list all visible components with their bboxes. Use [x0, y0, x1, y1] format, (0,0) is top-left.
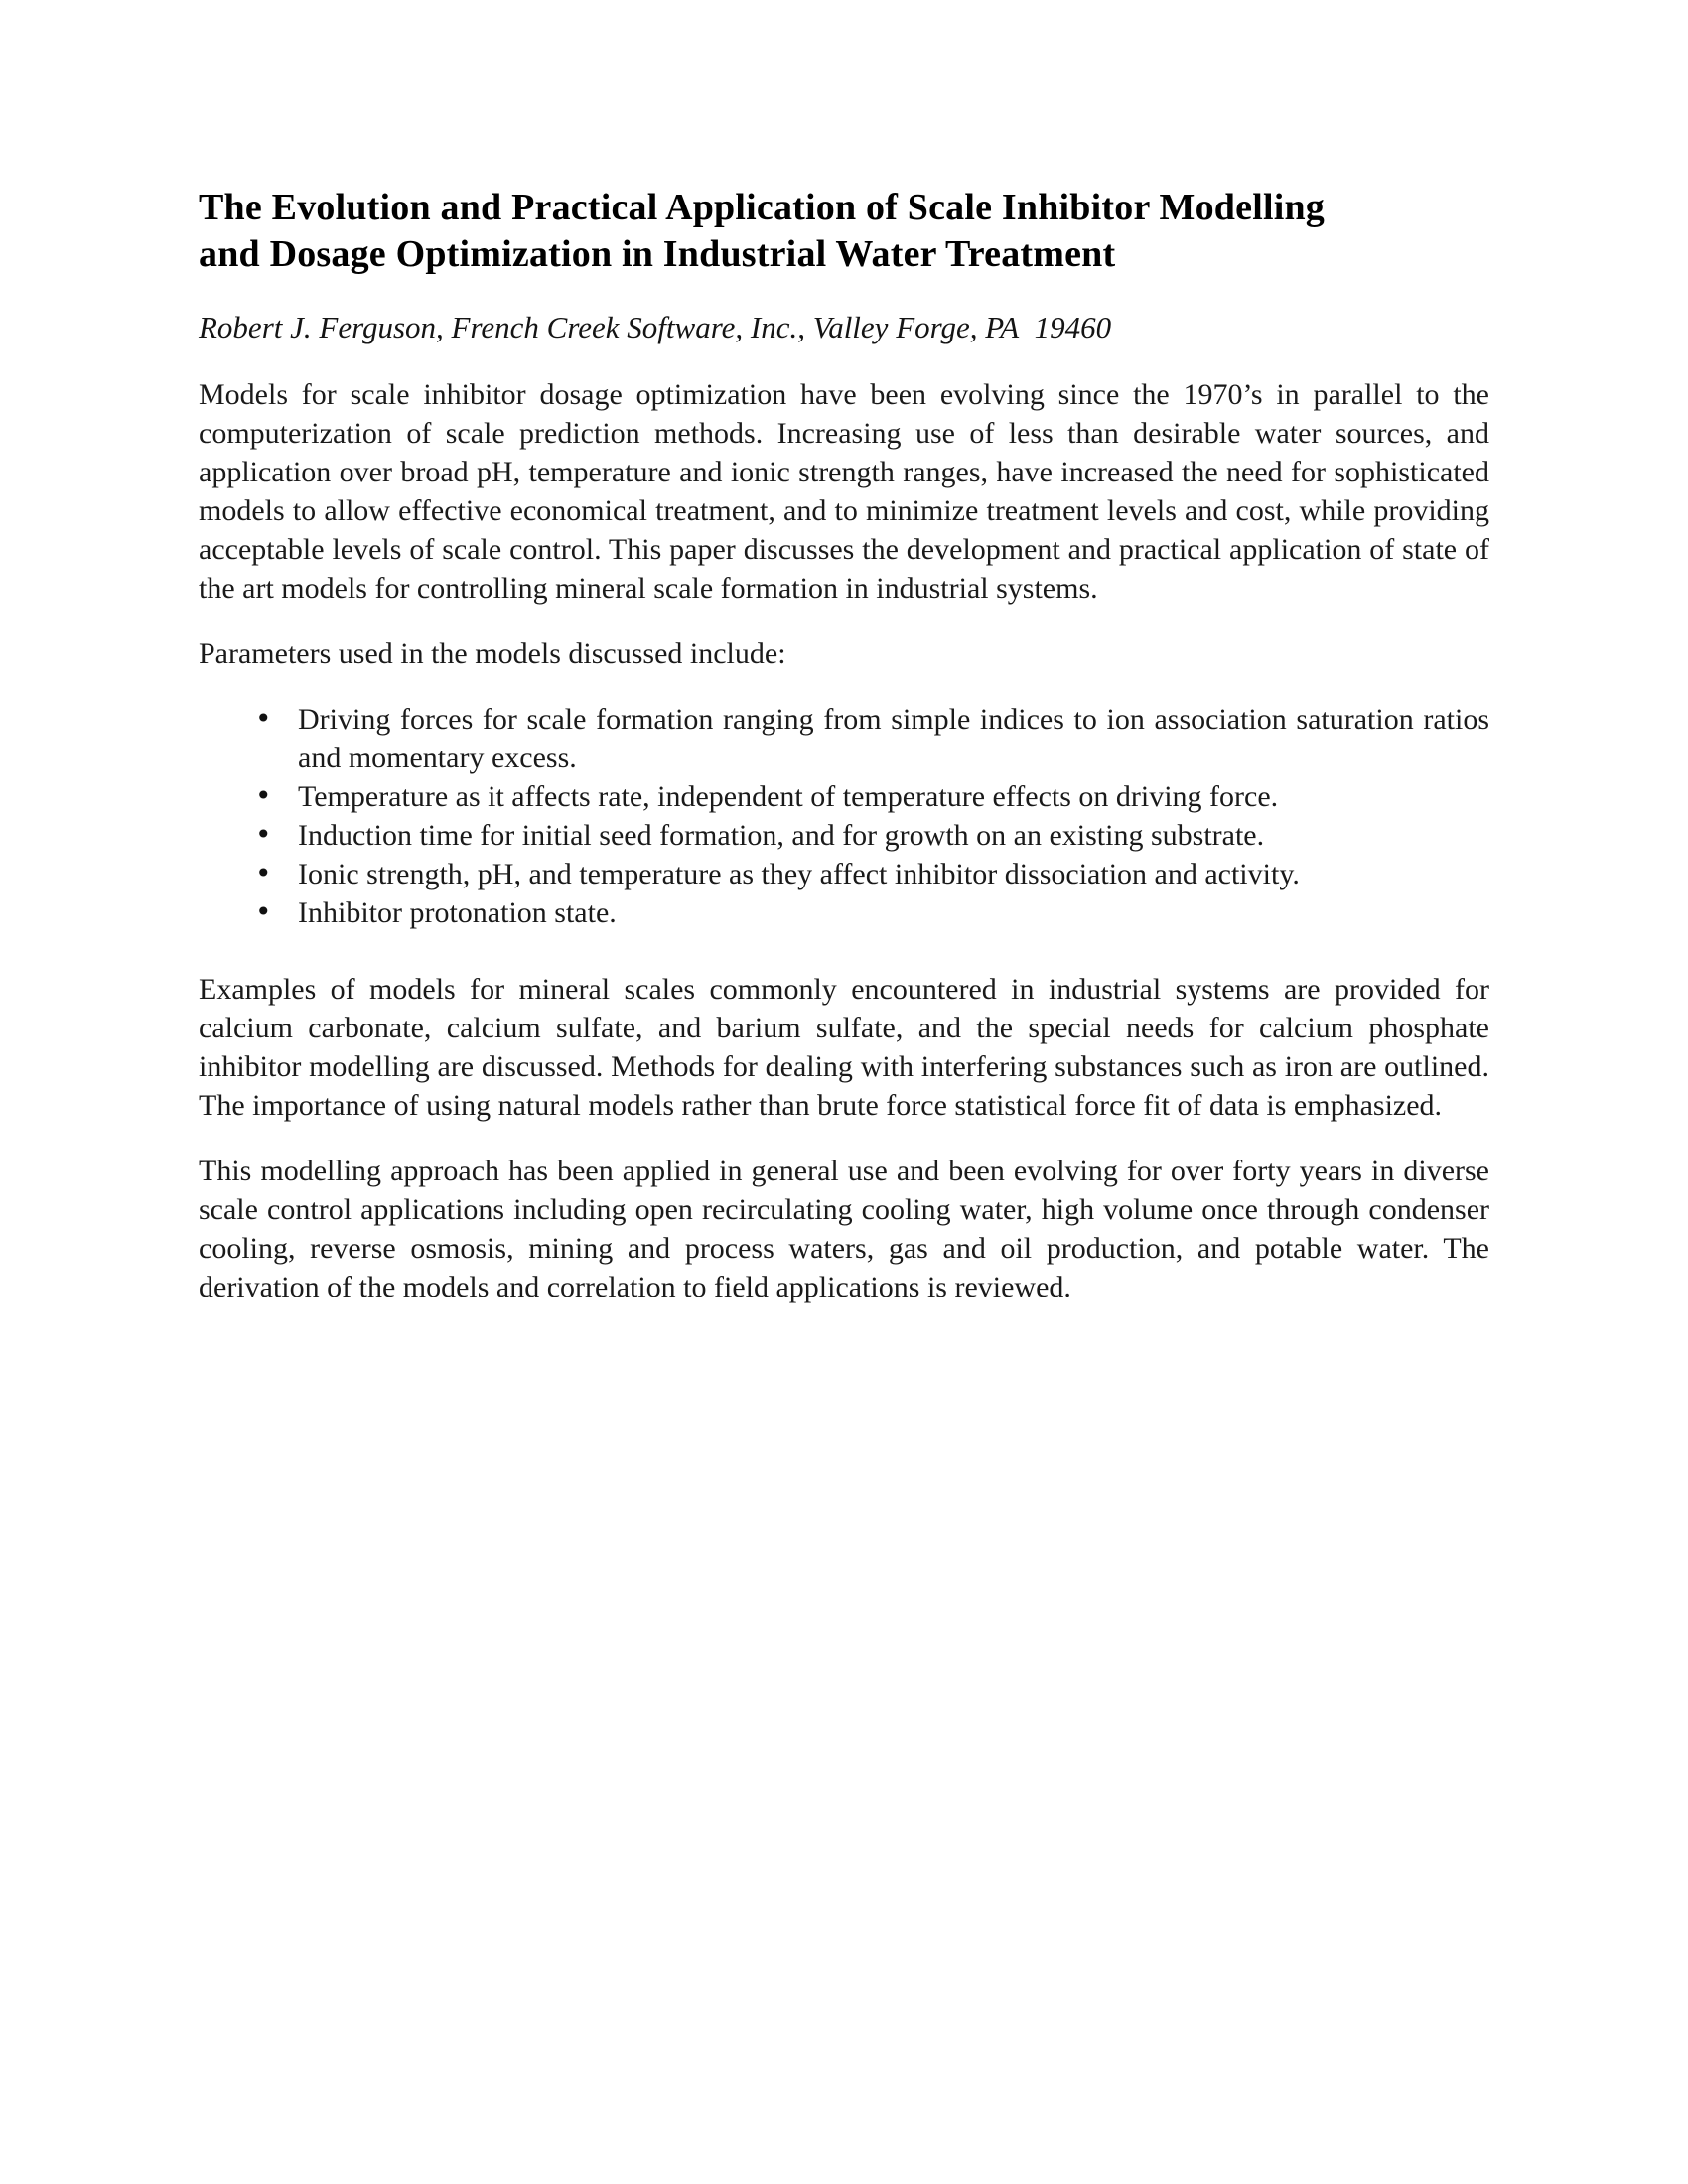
list-item — [199, 893, 1489, 932]
document-title: The Evolution and Practical Application of Scale Inhibitor Modelling and Dosage Optimization in Industrial Water Treatment — [199, 187, 1326, 275]
bullet-icon: • — [255, 779, 272, 812]
list-intro-line: Parameters used in the models discussed include: — [199, 637, 786, 670]
list-item-text: Inhibitor protonation state. — [298, 896, 617, 929]
closing-paragraph: This modelling approach has been applied in general use and been evolving for over forty years in diverse scale control applications including open recirculating cooling water, high volume once through condenser cooling, reverse osmosis, mining and process waters, gas and oil production, and potable water. The derivation of the models and correlation to field applications is reviewed. — [199, 1155, 1489, 1303]
bullet-icon: • — [255, 857, 272, 889]
bullet-icon: • — [255, 895, 272, 928]
list-item-text: Temperature as it affects rate, independent of temperature effects on driving force. — [298, 780, 1279, 813]
examples-paragraph: Examples of models for mineral scales commonly encountered in industrial systems are provided for calcium carbonate, calcium sulfate, and barium sulfate, and the special needs for calcium phosphate inhibitor modelling are discussed. Methods for dealing with interfering substances such as iron are outlined. The importance of using natural models rather than brute force statistical force fit of data is emphasized. — [199, 973, 1489, 1122]
intro-paragraph: Models for scale inhibitor dosage optimization have been evolving since the 1970’s in parallel to the computerization of scale prediction methods. Increasing use of less than desirable water sources, and application over broad pH, temperature and ionic strength ranges, have increased the need for sophisticated models to allow effective economical treatment, and to minimize treatment levels and cost, while providing acceptable levels of scale control. This paper discusses the development and practical application of state of the art models for controlling mineral scale formation in industrial systems. — [199, 378, 1489, 605]
list-item — [199, 777, 1489, 816]
list-item — [199, 816, 1489, 855]
bullet-icon: • — [255, 702, 272, 735]
author-affiliation-line: Robert J. Ferguson, French Creek Software, Inc., Valley Forge, PA 19460 — [199, 310, 1112, 344]
parameters-list — [199, 700, 1489, 932]
bullet-icon: • — [255, 818, 272, 851]
list-item — [199, 700, 1489, 777]
list-item-text: Ionic strength, pH, and temperature as they affect inhibitor dissociation and activity. — [298, 858, 1300, 890]
list-item-text: Induction time for initial seed formation, and for growth on an existing substrate. — [298, 819, 1265, 852]
list-item — [199, 855, 1489, 893]
list-item-text: Driving forces for scale formation ranging from simple indices to ion association saturation ratios and momentary excess. — [298, 703, 1489, 774]
